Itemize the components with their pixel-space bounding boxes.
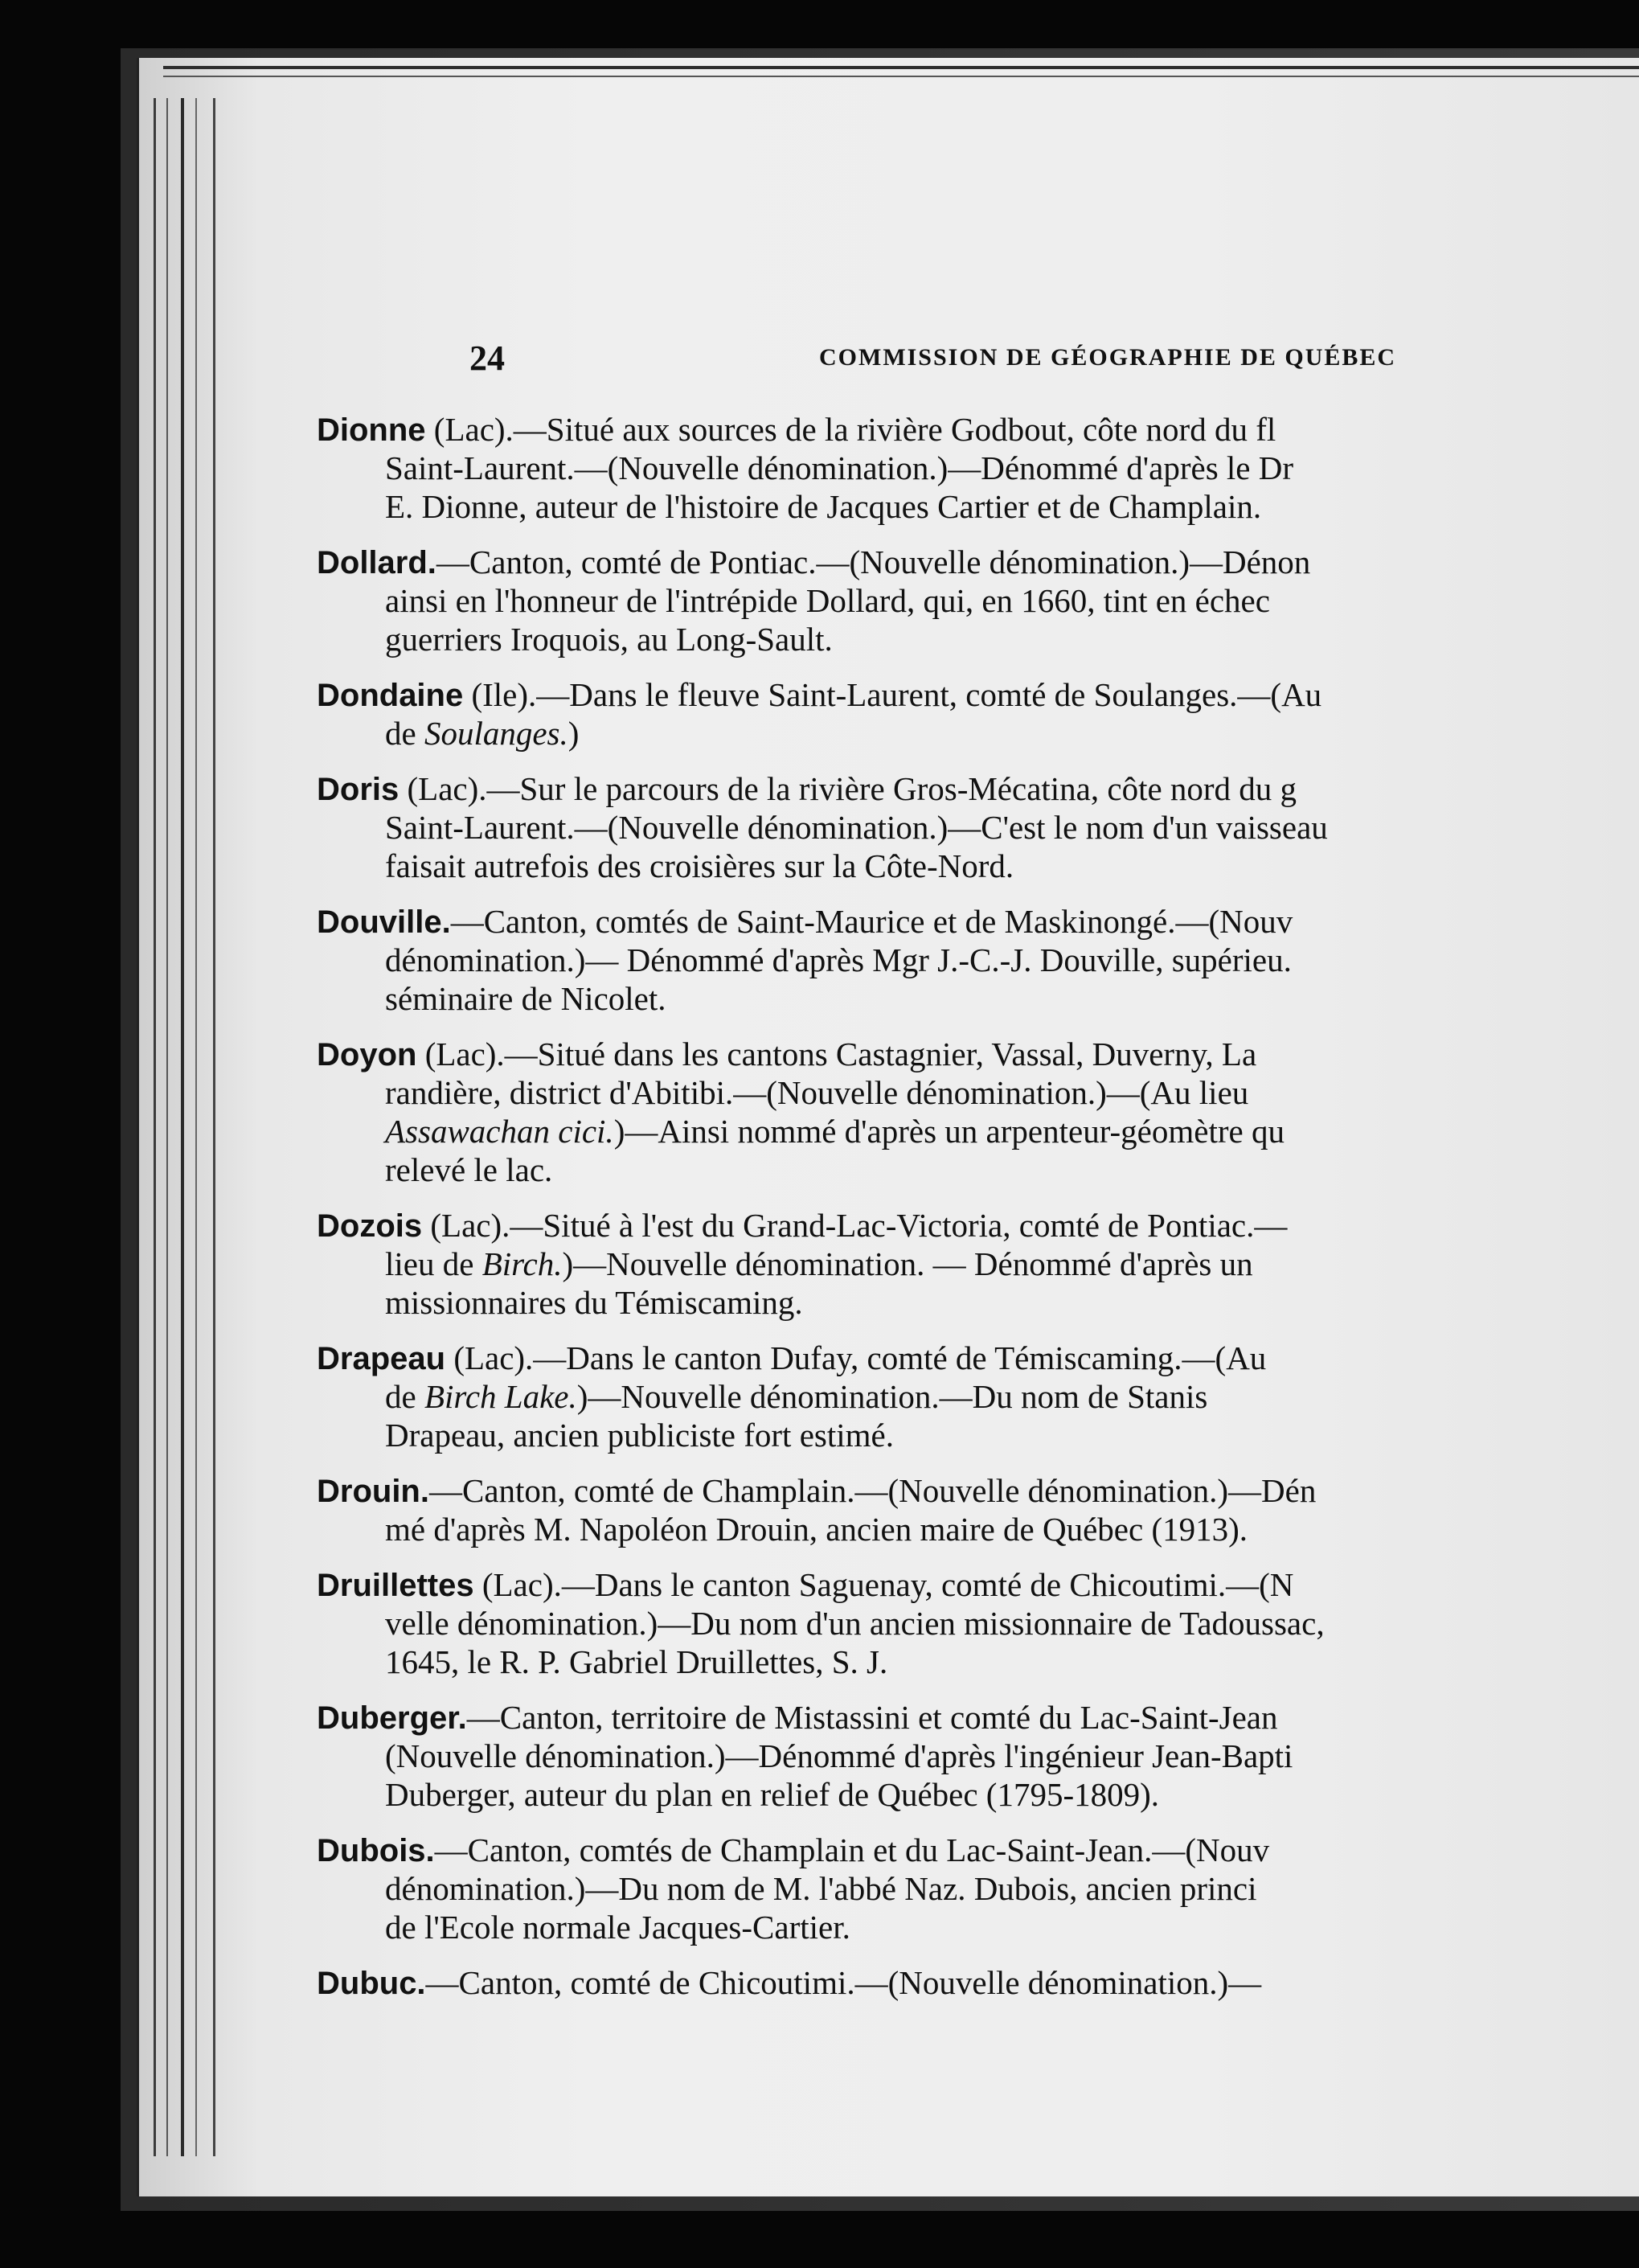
entry-line: faisait autrefois des croisières sur la Côte-Nord. [385, 847, 1014, 884]
entry-line: E. Dionne, auteur de l'histoire de Jacques Cartier et de Champlain. [385, 488, 1262, 525]
entry-line: de l'Ecole normale Jacques-Cartier. [385, 1909, 850, 1946]
entry-line: velle dénomination.)—Du nom d'un ancien missionnaire de Tadoussac, [385, 1605, 1325, 1642]
entry-headword: Druillettes [317, 1568, 474, 1603]
entry-duberger [317, 1698, 1639, 1814]
page-stack-edge [154, 98, 156, 2156]
entry-line [317, 1245, 1639, 1283]
entry-line: mé d'après M. Napoléon Drouin, ancien maire de Québec (1913). [385, 1511, 1248, 1548]
entry-text: —Canton, comté de Pontiac.—(Nouvelle dénomination.)—Dénon [436, 543, 1311, 580]
entry-line: Saint-Laurent.—(Nouvelle dénomination.)—C'est le nom d'un vaisseau [385, 809, 1328, 846]
entry-line: séminaire de Nicolet. [385, 980, 666, 1017]
entry-line [317, 543, 1639, 581]
entry-line [317, 1831, 1639, 1869]
entry-headword: Drapeau [317, 1341, 446, 1376]
entry-dubois [317, 1831, 1639, 1946]
page-stack-edge [181, 98, 184, 2156]
entry-line [317, 1963, 1639, 2002]
entry-text: ) [568, 715, 580, 752]
entry-text: (Lac).—Situé aux sources de la rivière Godbout, côte nord du fl [425, 411, 1276, 448]
entry-dubuc [317, 1963, 1639, 2002]
page-stack-edge [213, 98, 215, 2156]
entry-druillettes [317, 1565, 1639, 1681]
entry-headword: Duberger. [317, 1700, 467, 1736]
entry-text: (Lac).—Sur le parcours de la rivière Gros-Mécatina, côte nord du g [399, 770, 1297, 807]
page-number: 24 [469, 338, 505, 378]
running-head: COMMISSION DE GÉOGRAPHIE DE QUÉBEC [819, 344, 1397, 371]
entry-headword: Douville. [317, 904, 451, 940]
entry-line: guerriers Iroquois, au Long-Sault. [385, 621, 833, 658]
entry-line [317, 1206, 1639, 1245]
entry-line [317, 1698, 1639, 1737]
entry-line [317, 1565, 1639, 1604]
entry-line: randière, district d'Abitibi.—(Nouvelle dénomination.)—(Au lieu [385, 1074, 1249, 1111]
entry-text: de [385, 715, 424, 752]
page-top-edge-inner [163, 76, 1639, 77]
entry-italic-name: Birch. [481, 1245, 563, 1282]
entry-douville [317, 902, 1639, 1018]
entry-text: (Lac).—Dans le canton Dufay, comté de Témiscaming.—(Au [445, 1339, 1267, 1376]
entry-headword: Dubuc. [317, 1966, 426, 2001]
entry-headword: Doyon [317, 1037, 417, 1072]
entry-dondaine [317, 675, 1639, 753]
text-block [317, 338, 1639, 2001]
entry-line: Drapeau, ancien publiciste fort estimé. [385, 1417, 894, 1454]
page-stack-edge [195, 98, 197, 2156]
entry-line [317, 769, 1639, 808]
entry-line: ainsi en l'honneur de l'intrépide Dollard, qui, en 1660, tint en échec [385, 582, 1270, 619]
entry-dozois [317, 1206, 1639, 1322]
entry-text: —Canton, comté de Chicoutimi.—(Nouvelle dénomination.)— [425, 1964, 1262, 2001]
entry-line [317, 902, 1639, 941]
entry-text: (Lac).—Situé dans les cantons Castagnier, Vassal, Duverny, La [416, 1036, 1257, 1072]
entry-line [317, 714, 1639, 753]
entry-text: —Canton, comtés de Saint-Maurice et de Maskinongé.—(Nouv [450, 903, 1293, 940]
entry-italic-name: Assawachan cici. [385, 1113, 614, 1150]
entry-line [317, 1112, 1639, 1150]
entry-drouin [317, 1471, 1639, 1548]
entry-italic-name: Birch Lake. [424, 1378, 577, 1415]
entry-list [317, 410, 1639, 2019]
page-header [317, 338, 1639, 394]
entry-line [317, 1339, 1639, 1377]
entry-headword: Dollard. [317, 545, 436, 580]
entry-headword: Dionne [317, 412, 426, 448]
entry-line [317, 1377, 1639, 1416]
entry-line [317, 675, 1639, 714]
entry-line: dénomination.)— Dénommé d'après Mgr J.-C.-J. Douville, supérieu. [385, 941, 1292, 978]
entry-line: relevé le lac. [385, 1151, 553, 1188]
entry-text: (Ile).—Dans le fleuve Saint-Laurent, comté de Soulanges.—(Au [463, 676, 1322, 713]
entry-line: 1645, le R. P. Gabriel Druillettes, S. J. [385, 1643, 888, 1680]
entry-doyon [317, 1035, 1639, 1189]
entry-line [317, 1471, 1639, 1510]
page-stack-edge [166, 98, 168, 2156]
entry-line: Duberger, auteur du plan en relief de Québec (1795-1809). [385, 1776, 1159, 1813]
entry-headword: Dondaine [317, 678, 464, 713]
entry-text: (Lac).—Situé à l'est du Grand-Lac-Victoria, comté de Pontiac.— [422, 1207, 1288, 1244]
entry-line: missionnaires du Témiscaming. [385, 1284, 803, 1321]
entry-text: )—Nouvelle dénomination.—Du nom de Stanis [576, 1378, 1208, 1415]
entry-line [317, 410, 1639, 449]
entry-italic-name: Soulanges. [424, 715, 568, 752]
entry-line: dénomination.)—Du nom de M. l'abbé Naz. Dubois, ancien princi [385, 1870, 1257, 1907]
page-top-edge [163, 66, 1639, 69]
entry-text: —Canton, comtés de Champlain et du Lac-Saint-Jean.—(Nouv [434, 1831, 1270, 1868]
entry-headword: Drouin. [317, 1474, 429, 1509]
entry-line: (Nouvelle dénomination.)—Dénommé d'après l'ingénieur Jean-Bapti [385, 1737, 1293, 1774]
entry-text: (Lac).—Dans le canton Saguenay, comté de Chicoutimi.—(N [473, 1566, 1294, 1603]
entry-drapeau [317, 1339, 1639, 1454]
entry-text: )—Nouvelle dénomination. — Dénommé d'après un [562, 1245, 1253, 1282]
entry-headword: Dubois. [317, 1833, 435, 1868]
entry-text: —Canton, territoire de Mistassini et comté du Lac-Saint-Jean [466, 1699, 1278, 1736]
entry-line: Saint-Laurent.—(Nouvelle dénomination.)—Dénommé d'après le Dr [385, 449, 1294, 486]
entry-headword: Dozois [317, 1208, 423, 1244]
entry-headword: Doris [317, 772, 400, 807]
entry-text: lieu de [385, 1245, 482, 1282]
entry-text: de [385, 1378, 424, 1415]
entry-doris [317, 769, 1639, 885]
entry-dollard [317, 543, 1639, 658]
entry-text: —Canton, comté de Champlain.—(Nouvelle dénomination.)—Dén [428, 1472, 1317, 1509]
entry-text: )—Ainsi nommé d'après un arpenteur-géomètre qu [613, 1113, 1285, 1150]
entry-line [317, 1035, 1639, 1073]
entry-dionne [317, 410, 1639, 526]
